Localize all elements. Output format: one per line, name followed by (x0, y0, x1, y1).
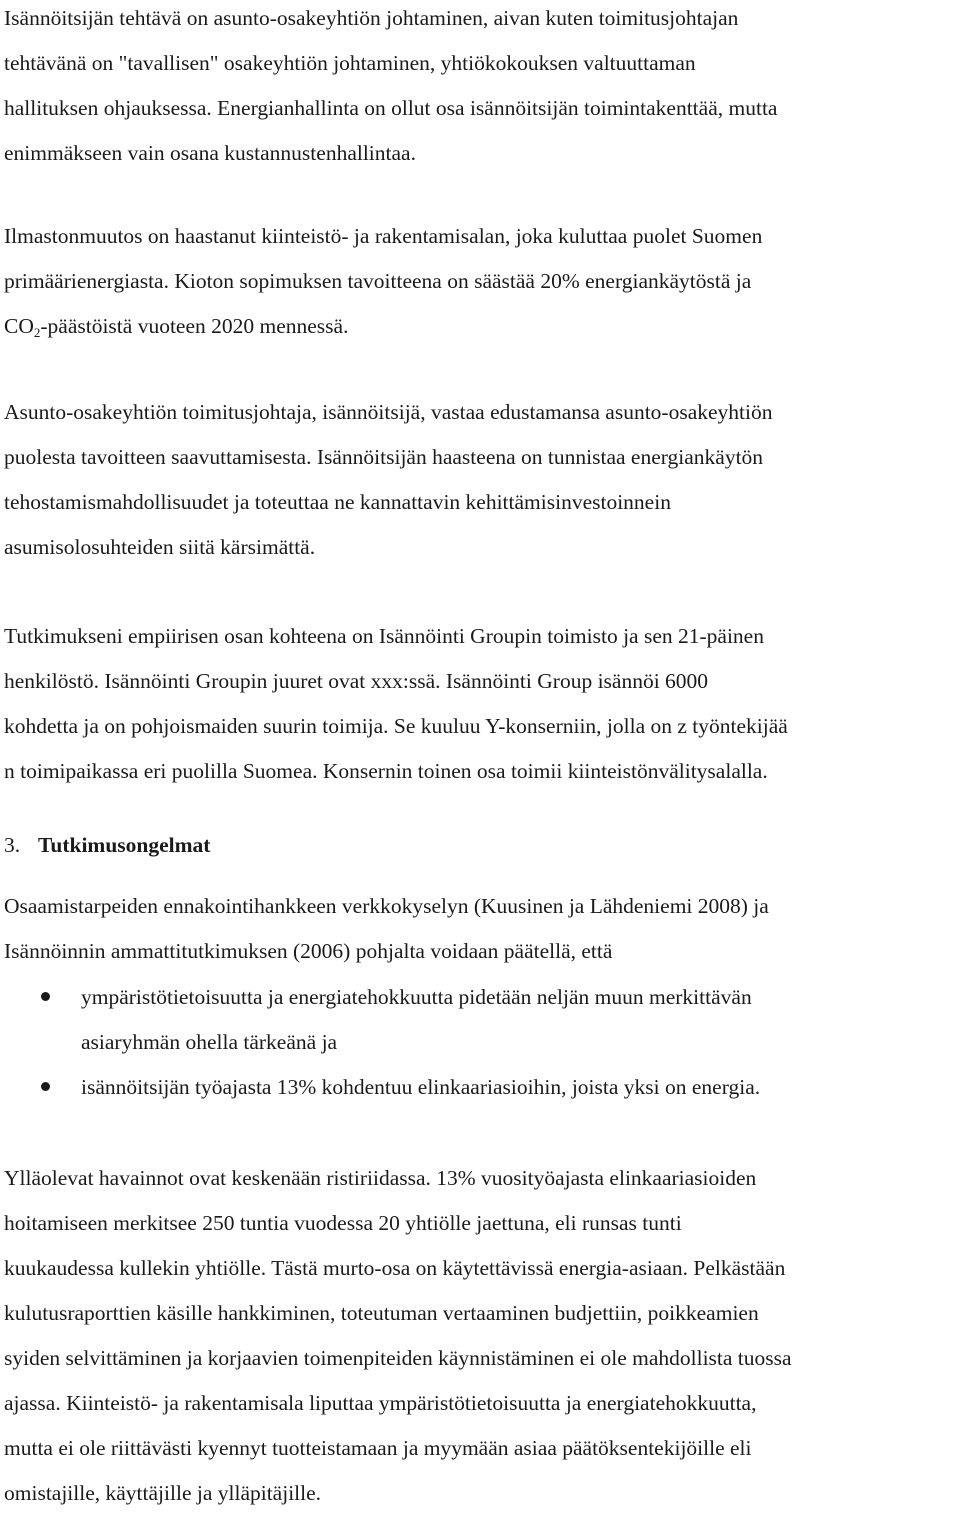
paragraph-climate-change (4, 214, 958, 349)
list-item (4, 975, 958, 1065)
text-line: Osaamistarpeiden ennakointihankkeen verkkokyselyn (Kuusinen ja Lähdeniemi 2008) ja (4, 894, 769, 918)
text-line: tehostamismahdollisuudet ja toteuttaa ne kannattavin kehittämisinvestoinnein (4, 490, 671, 514)
section-heading-line (4, 823, 958, 868)
text-line-co2 (4, 304, 958, 349)
text-line: Asunto-osakeyhtiön toimitusjohtaja, isännöitsijä, vastaa edustamansa asunto-osakeyhtiön (4, 400, 773, 424)
text-line: Isännöinnin ammattitutkimuksen (2006) pohjalta voidaan päätellä, että (4, 939, 613, 963)
text-line: primäärienergiasta. Kioton sopimuksen tavoitteena on säästää 20% energiankäytöstä ja (4, 269, 752, 293)
text-line: n toimipaikassa eri puolilla Suomea. Konsernin toinen osa toimii kiinteistönvälitysalalla. (4, 759, 768, 783)
text-line: tehtävänä on "tavallisen" osakeyhtiön johtaminen, yhtiökokouksen valtuuttaman (4, 51, 696, 75)
text-line: Ylläolevat havainnot ovat keskenään ristiriidassa. 13% vuosityöajasta elinkaariasioiden (4, 1166, 757, 1190)
paragraph-empirical-case (4, 614, 958, 794)
paragraph-role-of-manager (4, 0, 958, 176)
list-item (4, 1065, 958, 1110)
bullet-icon (41, 992, 50, 1001)
text-line: Tutkimukseni empiirisen osan kohteena on Isännöinti Groupin toimisto ja sen 21-päinen (4, 624, 764, 648)
section-title: Tutkimusongelmat (38, 833, 211, 857)
text-line: Ilmastonmuutos on haastanut kiinteistö- ja rakentamisalan, joka kuluttaa puolet Suomen (4, 224, 763, 248)
text-line: isännöitsijän työajasta 13% kohdentuu elinkaariasioihin, joista yksi on energia. (81, 1075, 761, 1099)
co2-suffix: -päästöistä vuoteen 2020 mennessä. (40, 314, 349, 338)
text-line: syiden selvittäminen ja korjaavien toimenpiteiden käynnistäminen ei ole mahdollista tuossa (4, 1346, 792, 1370)
text-line: ajassa. Kiinteistö- ja rakentamisala liputtaa ympäristötietoisuutta ja energiatehokkuutta, (4, 1391, 757, 1415)
text-line: puolesta tavoitteen saavuttamisesta. Isännöitsijän haasteena on tunnistaa energiankäytön (4, 445, 764, 469)
paragraph-manager-responsibility (4, 390, 958, 570)
text-line: enimmäkseen vain osana kustannustenhallintaa. (4, 141, 416, 165)
co2-subscript: 2 (33, 325, 41, 340)
text-line: omistajille, käyttäjille ja ylläpitäjille. (4, 1481, 322, 1505)
bullet-icon (41, 1082, 50, 1091)
text-line: mutta ei ole riittävästi kyennyt tuotteistamaan ja myymään asiaa päätöksentekijöille eli (4, 1436, 752, 1460)
text-line: hallituksen ohjauksessa. Energianhallinta on ollut osa isännöitsijän toimintakenttää, mutta (4, 96, 778, 120)
paragraph-intro (4, 884, 958, 974)
paragraph-conclusion (4, 1156, 958, 1516)
text-line: henkilöstö. Isännöinti Groupin juuret ovat xxx:ssä. Isännöinti Group isännöi 6000 (4, 669, 709, 693)
text-line: kuukaudessa kullekin yhtiölle. Tästä murto-osa on käytettävissä energia-asiaan. Pelkästään (4, 1256, 786, 1280)
section-number: 3. (4, 833, 21, 857)
text-line: Isännöitsijän tehtävä on asunto-osakeyhtiön johtaminen, aivan kuten toimitusjohtajan (4, 6, 739, 30)
co2-prefix: CO (4, 314, 34, 338)
bullet-list (4, 975, 958, 1110)
text-line: ympäristötietoisuutta ja energiatehokkuutta pidetään neljän muun merkittävän (81, 985, 752, 1009)
text-line: kohdetta ja on pohjoismaiden suurin toimija. Se kuuluu Y-konserniin, jolla on z työntekijää (4, 714, 788, 738)
section-heading (4, 823, 958, 868)
text-line: hoitamiseen merkitsee 250 tuntia vuodessa 20 yhtiölle jaettuna, eli runsas tunti (4, 1211, 682, 1235)
text-line: kulutusraporttien käsille hankkiminen, toteutuman vertaaminen budjettiin, poikkeamien (4, 1301, 759, 1325)
text-line: asiaryhmän ohella tärkeänä ja (81, 1030, 338, 1054)
text-line: asumisolosuhteiden siitä kärsimättä. (4, 535, 316, 559)
